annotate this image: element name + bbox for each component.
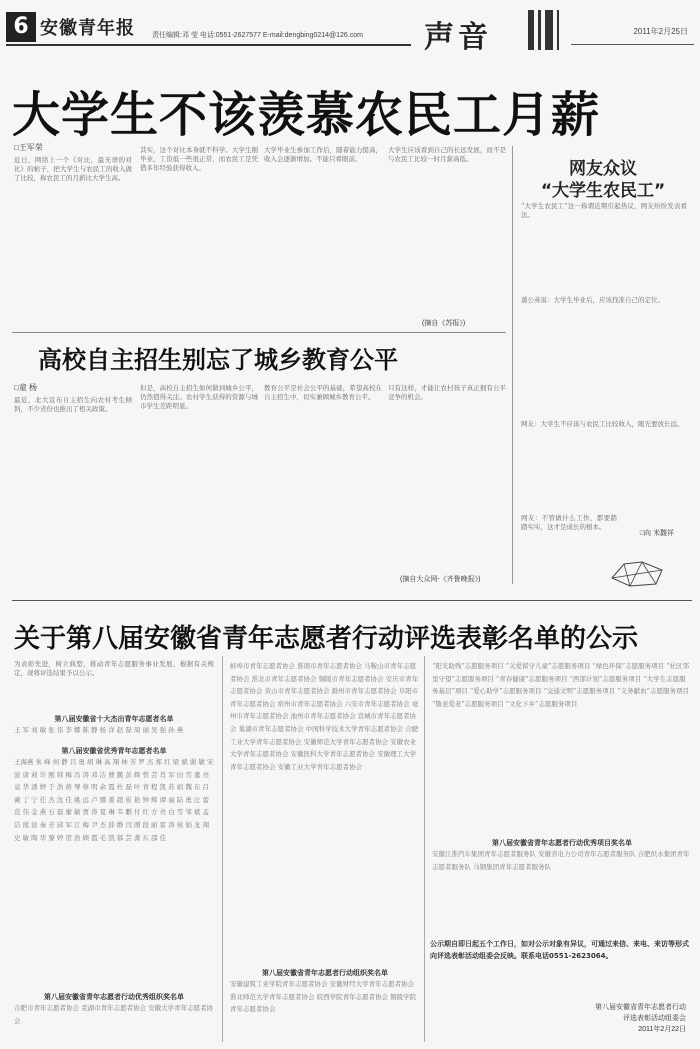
list-title-org-excellent: 第八届安徽省青年志愿者行动优秀组织奖名单	[44, 993, 184, 1001]
geometric-ornament-icon	[608, 560, 668, 588]
article2-source: (摘自大众网-《齐鲁晚报》)	[400, 576, 481, 583]
sign-organization-2: 评选表彰活动组委会	[623, 1015, 686, 1022]
names-project: 安徽江淮汽车集团青年志愿者服务队 安徽省电力公司青年志愿者服务队 合肥供水集团青年志愿者服务队 马钢集团青年志愿者服务队	[432, 850, 690, 871]
page-number: 6	[6, 12, 36, 42]
article1-source: (摘自《苏报》)	[422, 320, 466, 327]
article1-col-1: 近日，网络上一个《对比，最无语的对比》的帖子，把大学生与农民工的收入做了比较，称农民工的月薪比大学生高。	[14, 156, 132, 182]
article2-headline: 高校自主招生别忘了城乡教育公平	[38, 346, 398, 374]
article1-col-3: 大学毕业生参加工作后，随着能力提高，收入会逐渐增加。不能只看眼前。	[264, 146, 382, 163]
sidebar-box	[512, 146, 692, 584]
list-title-excellent: 第八届安徽省优秀青年志愿者名单	[61, 747, 167, 755]
sidebar-paragraph-3: 网友：大学生不应该与农民工比较收入，眼光要放长远。	[521, 420, 684, 428]
section-divider	[12, 600, 692, 601]
section-title: 声音	[424, 20, 492, 55]
sign-organization: 第八届安徽省青年志愿者行动	[595, 1004, 686, 1011]
names-top-ten: 王 军 刘 敏 张 伟 李 娜 陈 静 杨 洋 赵 磊 周 丽 吴 强 孙 燕	[14, 726, 184, 734]
column-rule-1	[222, 656, 223, 1042]
article1-byline: □王军荣	[14, 143, 43, 152]
masthead	[6, 4, 694, 62]
names-excellent: 王海燕 朱 峰 何 静 吕 勇 胡 琳 高 翔 林 芳 罗 杰 郑 红 梁 斌 谢 敏 宋 波 唐 莉 许 刚 韩 梅 冯 涛 邓 洁 曹 鹏 彭 辉 曾 芸 肖 军 田 雪 董 亮 袁 华 潘 婷 于 浩 蒋 琴 蔡 明 余 霞 杜 磊 叶 青 程 凯 苏 娟 魏 东 吕 薇 丁 宁 任 杰 沈 佳 姚 远 卢 娜 姜 超 崔 艳 钟 辉 谭 丽 陆 勇 汪 蕾 范 伟 金 燕 石 磊 廖 敏 贾 涛 夏 琳 韦 鹏 付 红 方 亮 白 雪 邹 斌 孟 洁 熊 波 秦 芳 邱 军 江 梅 尹 杰 薛 静 闫 刚 段 丽 雷 涛 侯 娟 龙 翔 史 敏 陶 华 黎 婷 贺 浩 顾 霞 毛 凯 郝 芸 龚 东 邵 佳	[14, 758, 214, 842]
article2-col-2: 但是，高校自主招生如何做到城乡公平，仍然值得关注。农村学生获得的资源与城市学生差距明显。	[140, 384, 258, 410]
sidebar-byline: □向 米馥祥	[639, 530, 674, 537]
paper-name: 安徽青年报	[40, 18, 135, 39]
notice-intro: 为表彰先进，树立典型，推动青年志愿服务事业发展，根据有关规定，现将评选结果予以公示。	[14, 660, 214, 677]
article2-col-4: 只有这样，才能让农村孩子真正拥有公平竞争的机会。	[388, 384, 506, 401]
names-org-excellent: 合肥市青年志愿者协会 芜湖市青年志愿者协会 安徽大学青年志愿者协会	[14, 1004, 214, 1025]
article2-col-1: 最近，北大宣布自主招生向农村考生倾斜，不少省份也推出了相关政策。	[14, 396, 132, 413]
article-divider	[12, 332, 506, 333]
sidebar-paragraph-1: “大学生农民工”这一称谓近期引起热议，网友纷纷发表看法。	[521, 202, 687, 219]
publication-date: 2011年2月25日	[633, 27, 688, 36]
article1-headline: 大学生不该羡慕农民工月薪	[12, 87, 601, 143]
notice-headline: 关于第八届安徽省青年志愿者行动评选表彰名单的公示	[14, 624, 639, 654]
article2-col-3: 教育公平是社会公平的基础，希望高校在自主招生中，切实兼顾城乡教育公平。	[264, 384, 382, 401]
article1-col-4: 大学生应该看到自己的长远发展，而不是与农民工比较一时月薪高低。	[388, 146, 506, 163]
sign-date: 2011年2月22日	[638, 1026, 686, 1033]
names-org: 安徽建筑工业学院青年志愿者协会 安徽财经大学青年志愿者协会 淮北师范大学青年志愿者协会 皖西学院青年志愿者协会 铜陵学院青年志愿者协会	[230, 980, 417, 1014]
sidebar-paragraph-2: 蒲公英说：大学生毕业后，应该找准自己的定位。	[521, 296, 664, 304]
names-org-list: 蚌埠市青年志愿者协会 淮南市青年志愿者协会 马鞍山市青年志愿者协会 淮北市青年志愿者协会 铜陵市青年志愿者协会 安庆市青年志愿者协会 黄山市青年志愿者协会 滁州市青年志愿者协会 阜阳市青年志愿者协会 宿州市青年志愿者协会 六安市青年志愿者协会 亳州市青年志愿者协会 池州市青年志愿者协会 宣城市青年志愿者协会 巢湖市青年志愿者协会 中国科学技术大学青年志愿者协会 合肥工业大学青年志愿者协会 安徽师范大学青年志愿者协会 安徽农业大学青年志愿者协会 安徽医科大学青年志愿者协会 安徽理工大学青年志愿者协会 安徽工业大学青年志愿者协会	[230, 662, 419, 771]
decorative-bars-icon	[526, 10, 566, 50]
list-title-org: 第八届安徽省青年志愿者行动组织奖名单	[262, 969, 388, 977]
article2-byline: □童 杨	[14, 383, 38, 392]
masthead-rule	[6, 44, 411, 46]
names-project-list: “阳光助残”志愿服务项目 “关爱留守儿童”志愿服务项目 “绿色环保”志愿服务项目 “社区邻里守望”志愿服务项目 “青春健康”志愿服务项目 “西部计划”志愿服务项目 “大学生志愿服务基层”项目 “爱心助学”志愿服务项目 “交通文明”志愿服务项目 “义务献血”志愿服务项目 “敬老爱老”志愿服务项目 “文化下乡”志愿服务项目	[432, 662, 689, 708]
article1-col-2: 其实，这个对比本身就不科学。大学生刚毕业，工资低一些很正常，而农民工是凭借多年经验获得收入。	[140, 146, 258, 172]
list-title-project: 第八届安徽省青年志愿者行动优秀项目奖名单	[492, 839, 632, 847]
masthead-rule-right	[571, 44, 694, 45]
column-rule-2	[424, 656, 425, 1042]
sidebar-paragraph-4: 网友：不管做什么工作，都要踏踏实实，这才是成长的根本。	[521, 514, 617, 531]
sidebar-title-line1: 网友众议	[569, 159, 637, 179]
editor-line: 责任编辑:邓 莹 电话:0551-2627577 E-mail:dengbing0214@126.com	[152, 32, 363, 39]
sidebar-title-line2: “大学生农民工”	[540, 181, 666, 201]
list-title-top-ten: 第八届安徽省十大杰出青年志愿者名单	[54, 715, 174, 723]
public-notice-text: 公示期自即日起五个工作日，如对公示对象有异议，可通过来信、来电、来访等形式向评选表彰活动组委会反映。联系电话0551-2623064。	[430, 940, 689, 960]
